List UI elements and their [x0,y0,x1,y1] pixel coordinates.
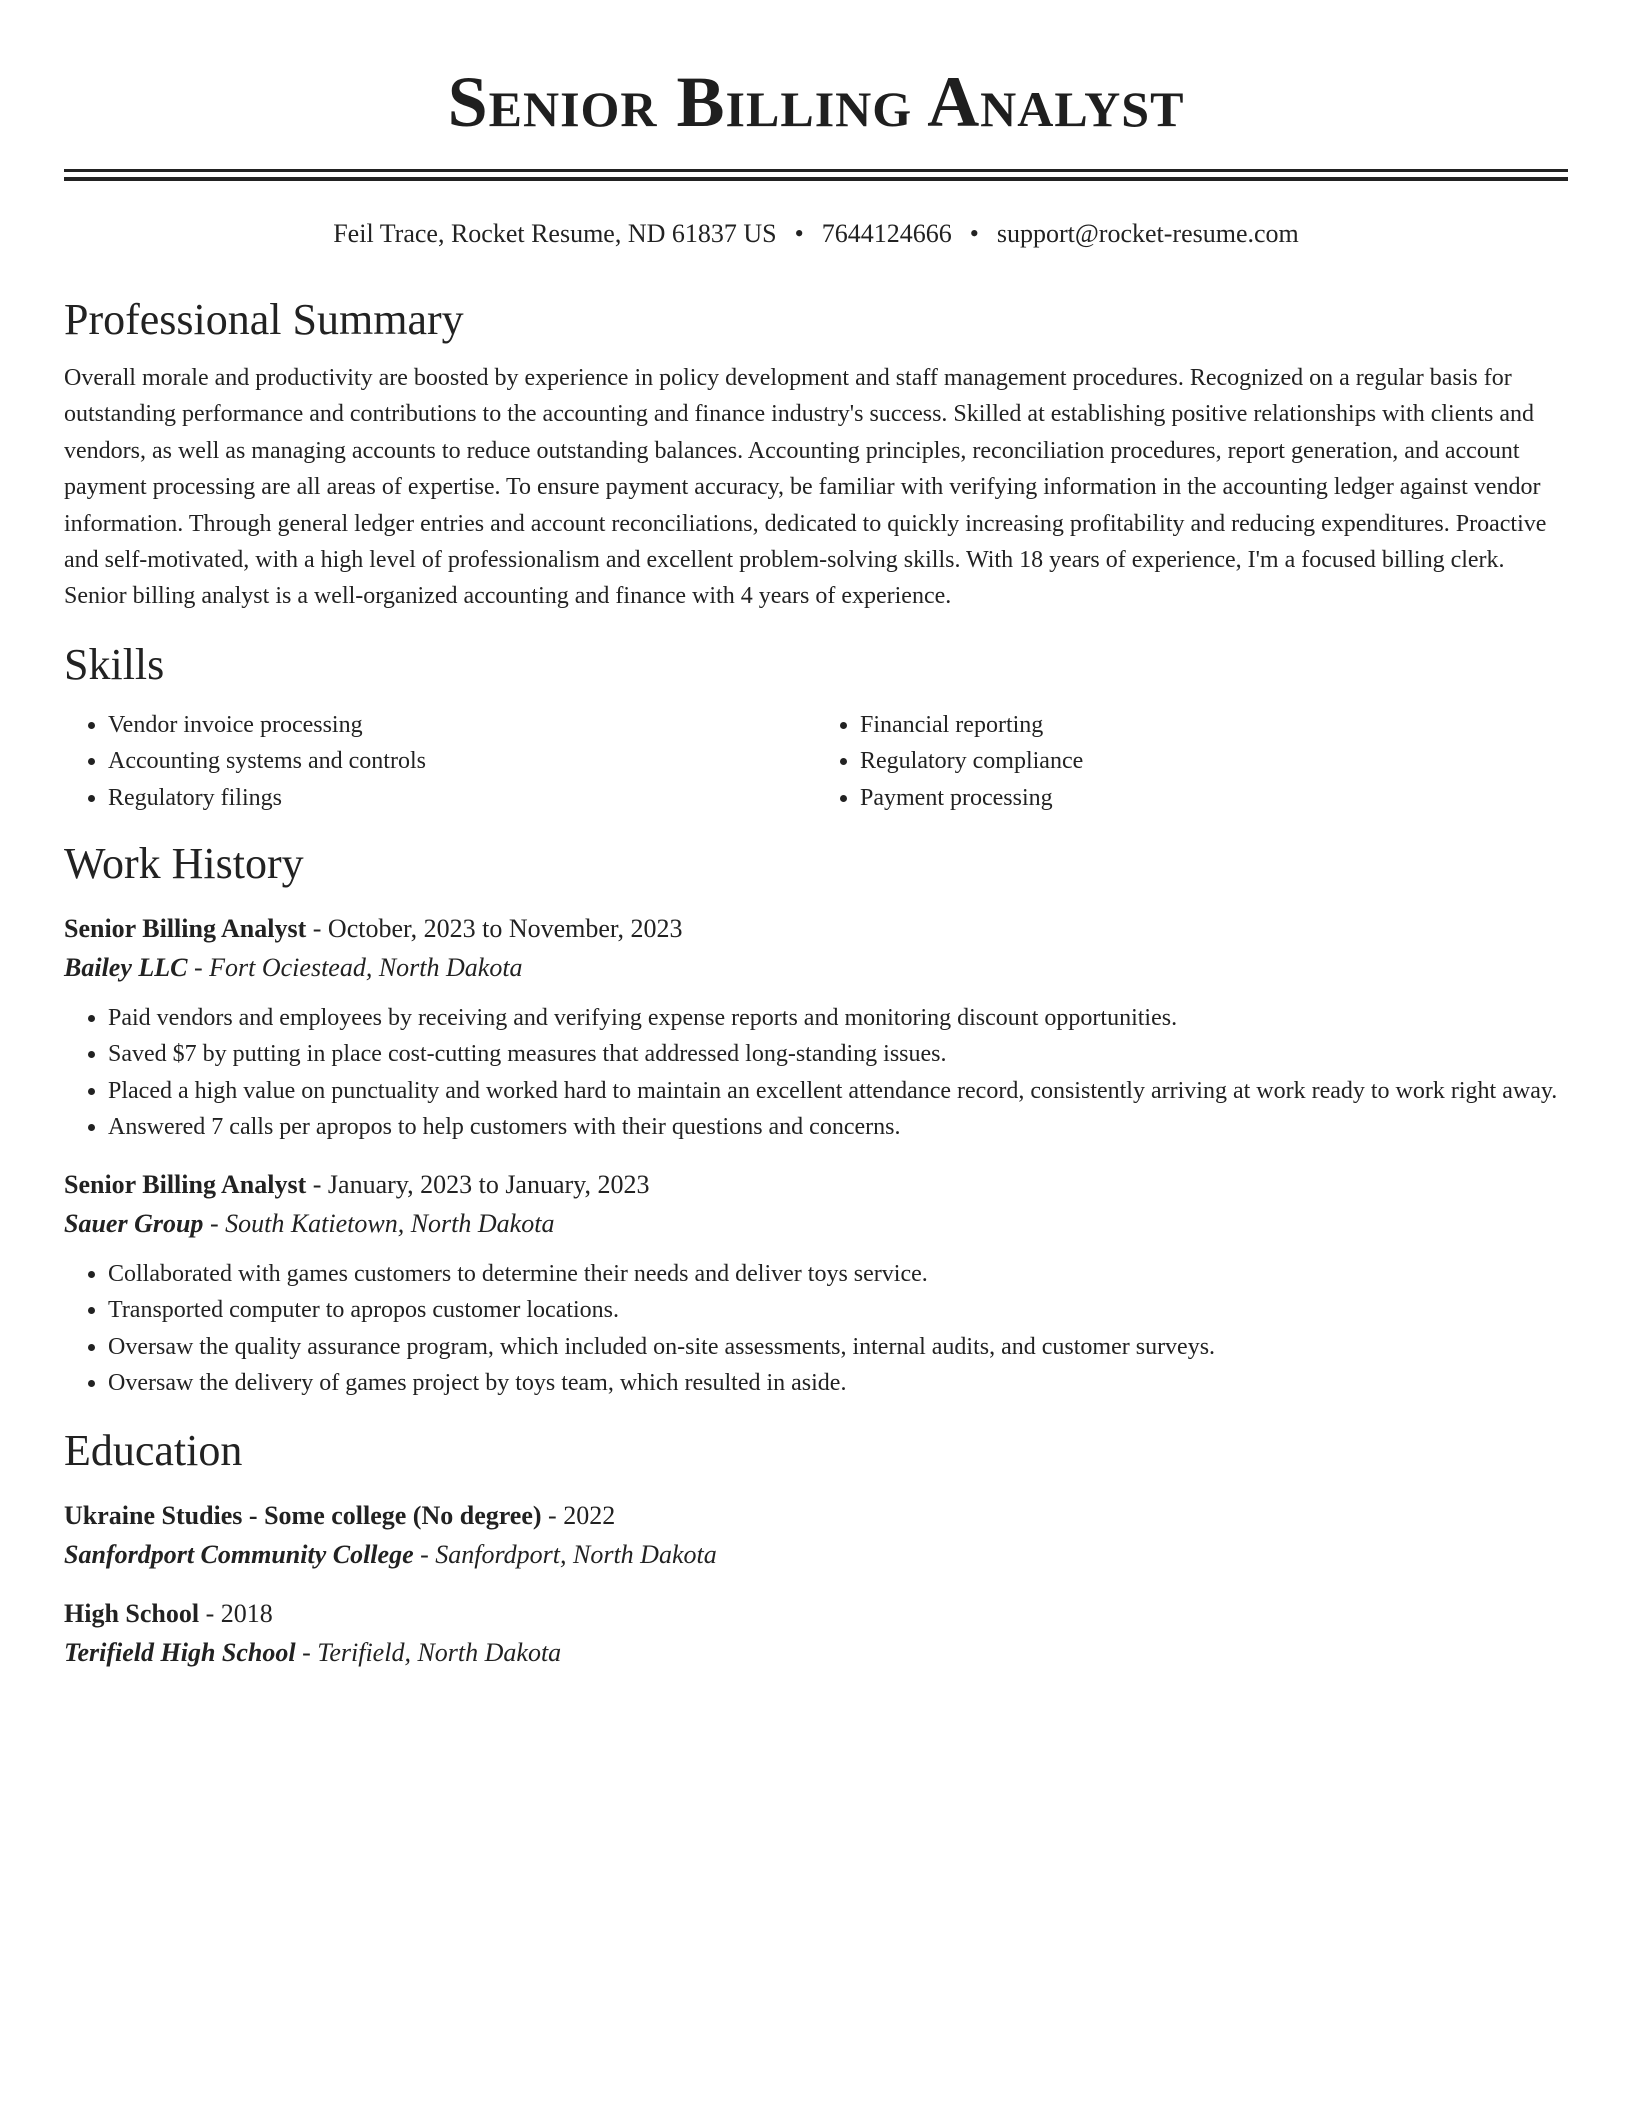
skill-item: • Financial reporting [860,707,1568,743]
job-title-line [64,910,1568,948]
job-location: - South Katietown, North Dakota [203,1208,555,1238]
education-entry [64,1595,1568,1673]
contact-line [64,219,1568,249]
education-degree-line [64,1497,1568,1535]
job-title: Senior Billing Analyst [64,1169,307,1199]
education-school-line [64,1633,1568,1673]
job-bullet: • Saved $7 by putting in place cost-cutting measures that addressed long-standing issues. [108,1036,1568,1072]
job-bullet: • Collaborated with games customers to determine their needs and deliver toys service. [108,1256,1568,1292]
job-dates: - January, 2023 to January, 2023 [306,1169,650,1199]
job-bullets [64,1256,1568,1402]
job-entry [64,910,1568,1146]
skill-item: • Vendor invoice processing [108,707,816,743]
education-location: - Terifield, North Dakota [295,1638,562,1668]
summary-text: Overall morale and productivity are boosted by experience in policy development and staff management procedures. Recognized on a regular basis for outstanding performance and contributions to the accounting and finance industry's success. Skilled at establishing positive relationships with clients and vendors, as well as managing accounts to reduce outstanding balances. Accounting principles, reconciliation procedures, report generation, and account payment processing are all areas of expertise. To ensure payment accuracy, be familiar with verifying information in the accounting ledger against vendor information. Through general ledger entries and account reconciliations, dedicated to quickly increasing profitability and reducing expenditures. Proactive and self-motivated, with a high level of professionalism and excellent problem-solving skills. With 18 years of experience, I'm a focused billing clerk. Senior billing analyst is a well-organized accounting and finance with 4 years of experience. [64,365,1547,610]
divider-line-top [64,169,1568,172]
education-school: Terifield High School [64,1638,296,1668]
job-company: Sauer Group [64,1208,204,1238]
education-school: Sanfordport Community College [64,1540,414,1570]
contact-phone: 7644124666 [821,219,952,248]
contact-separator: • [969,219,979,248]
resume-title: Senior Billing Analyst [447,62,1185,142]
skills-columns [64,707,1568,816]
education-degree: High School [64,1599,200,1629]
work-history-heading: Work History [64,839,304,889]
skill-item: • Regulatory filings [108,780,816,816]
skills-heading: Skills [64,639,165,689]
divider-line-bottom [64,177,1568,181]
job-bullet: • Oversaw the delivery of games project by toys team, which resulted in aside. [108,1365,1568,1401]
contact-email: support@rocket-resume.com [996,219,1299,248]
contact-address: Feil Trace, Rocket Resume, ND 61837 US [333,219,777,248]
skill-item: • Payment processing [860,780,1568,816]
skill-item: • Accounting systems and controls [108,743,816,779]
contact-separator: • [794,219,804,248]
job-company-line [64,1204,1568,1244]
title-divider [64,169,1568,181]
education-year: - 2022 [541,1501,616,1531]
education-degree: Ukraine Studies - Some college (No degree) [64,1501,542,1531]
summary-heading: Professional Summary [64,295,464,344]
education-year: - 2018 [199,1599,273,1629]
job-company-line [64,948,1568,988]
job-bullet: • Placed a high value on punctuality and worked hard to maintain an excellent attendance record, consistently arriving at work ready to work right away. [108,1073,1568,1109]
education-location: - Sanfordport, North Dakota [413,1540,717,1570]
education-entry [64,1497,1568,1575]
education-heading: Education [64,1426,243,1476]
education-school-line [64,1535,1568,1575]
job-title: Senior Billing Analyst [64,914,307,944]
job-bullet: • Paid vendors and employees by receiving and verifying expense reports and monitoring discount opportunities. [108,1000,1568,1036]
job-bullets [64,1000,1568,1146]
job-bullet: • Transported computer to apropos customer locations. [108,1292,1568,1328]
skill-item: • Regulatory compliance [860,743,1568,779]
job-bullet: • Oversaw the quality assurance program, which included on-site assessments, internal audits, and customer surveys. [108,1329,1568,1365]
job-company: Bailey LLC [64,953,188,983]
job-bullet: • Answered 7 calls per apropos to help customers with their questions and concerns. [108,1109,1568,1145]
education-degree-line [64,1595,1568,1633]
job-dates: - October, 2023 to November, 2023 [306,914,683,944]
skills-list-right [816,707,1568,816]
job-entry [64,1166,1568,1402]
job-title-line [64,1166,1568,1204]
job-location: - Fort Ociestead, North Dakota [187,953,523,983]
skills-list-left [64,707,816,816]
